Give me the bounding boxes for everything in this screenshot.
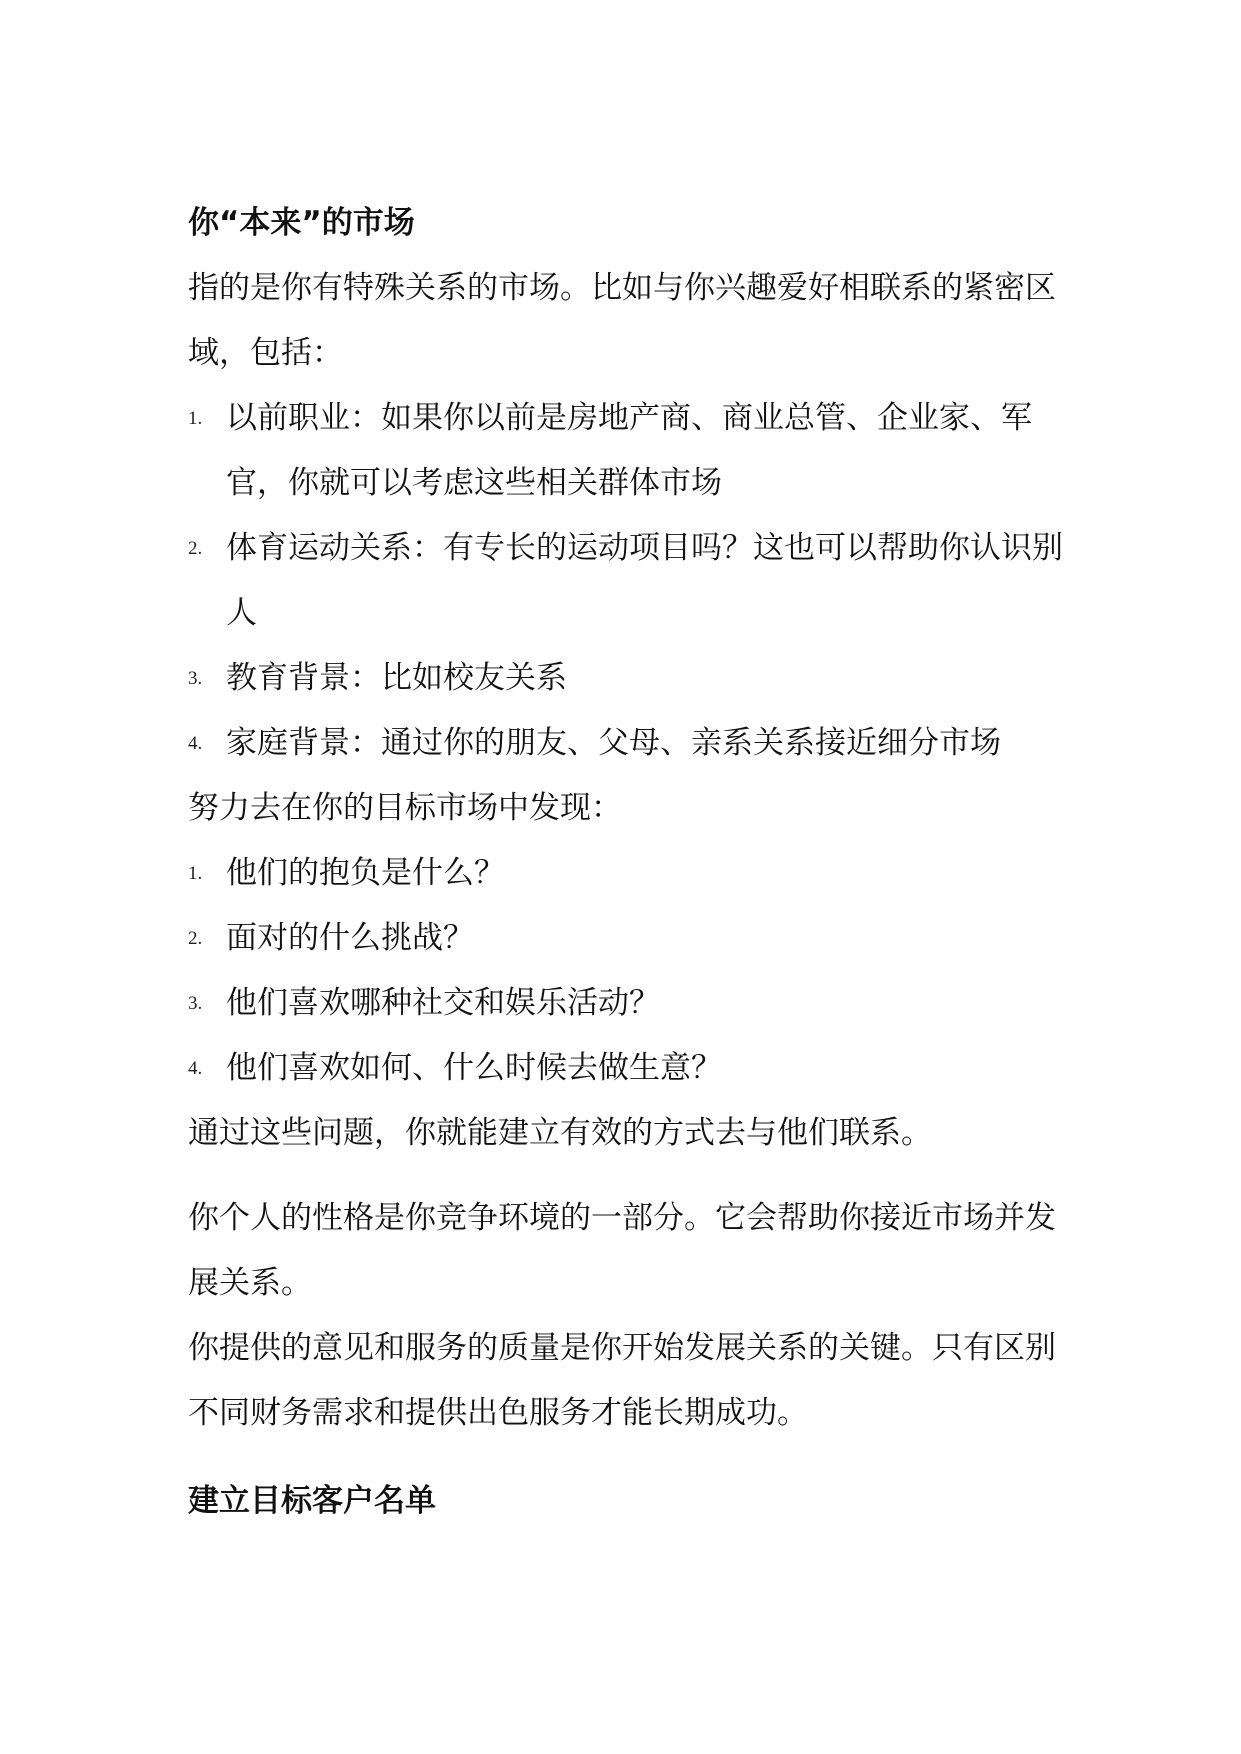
section-heading-natural-market: 你“本来”的市场 xyxy=(188,205,415,241)
list-item xyxy=(188,1036,1068,1101)
document-page xyxy=(188,190,1068,1534)
section-heading-target-list: 建立目标客户名单 xyxy=(188,1483,436,1519)
list-number: 1. xyxy=(188,408,203,429)
list-item-text: 教育背景：比如校友关系 xyxy=(226,660,567,696)
list-item-text: 他们的抱负是什么？ xyxy=(226,855,505,891)
personality-paragraph: 你个人的性格是你竞争环境的一部分。它会帮助你接近市场并发展关系。 xyxy=(188,1200,1056,1301)
list-item xyxy=(188,711,1068,776)
paragraph-spacer xyxy=(188,1166,1068,1186)
list-item-text: 以前职业：如果你以前是房地产商、商业总管、企业家、军官，你就可以考虑这些相关群体市场 xyxy=(226,400,1032,501)
list-item xyxy=(188,841,1068,906)
list-item-text: 家庭背景：通过你的朋友、父母、亲系关系接近细分市场 xyxy=(226,725,1001,761)
discover-paragraph: 努力去在你的目标市场中发现： xyxy=(188,790,622,826)
list-item-text: 体育运动关系：有专长的运动项目吗？这也可以帮助你认识别人 xyxy=(226,530,1063,631)
list-item-text: 他们喜欢如何、什么时候去做生意？ xyxy=(226,1050,722,1086)
conclusion-paragraph: 通过这些问题，你就能建立有效的方式去与他们联系。 xyxy=(188,1115,932,1151)
list-number: 4. xyxy=(188,1058,203,1079)
question-list xyxy=(188,841,1068,1101)
list-item xyxy=(188,646,1068,711)
relationship-list xyxy=(188,386,1068,776)
list-number: 2. xyxy=(188,538,203,559)
list-item xyxy=(188,906,1068,971)
intro-paragraph: 指的是你有特殊关系的市场。比如与你兴趣爱好相联系的紧密区域，包括： xyxy=(188,270,1056,371)
list-number: 2. xyxy=(188,928,203,949)
list-item xyxy=(188,516,1068,646)
list-number: 4. xyxy=(188,733,203,754)
list-item-text: 面对的什么挑战？ xyxy=(226,920,474,956)
quality-paragraph: 你提供的意见和服务的质量是你开始发展关系的关键。只有区别不同财务需求和提供出色服务才能长期成功。 xyxy=(188,1330,1056,1431)
list-number: 3. xyxy=(188,668,203,689)
paragraph-spacer xyxy=(188,1446,1068,1468)
list-item xyxy=(188,971,1068,1036)
list-item-text: 他们喜欢哪种社交和娱乐活动？ xyxy=(226,985,660,1021)
list-number: 3. xyxy=(188,993,203,1014)
list-number: 1. xyxy=(188,863,203,884)
list-item xyxy=(188,386,1068,516)
